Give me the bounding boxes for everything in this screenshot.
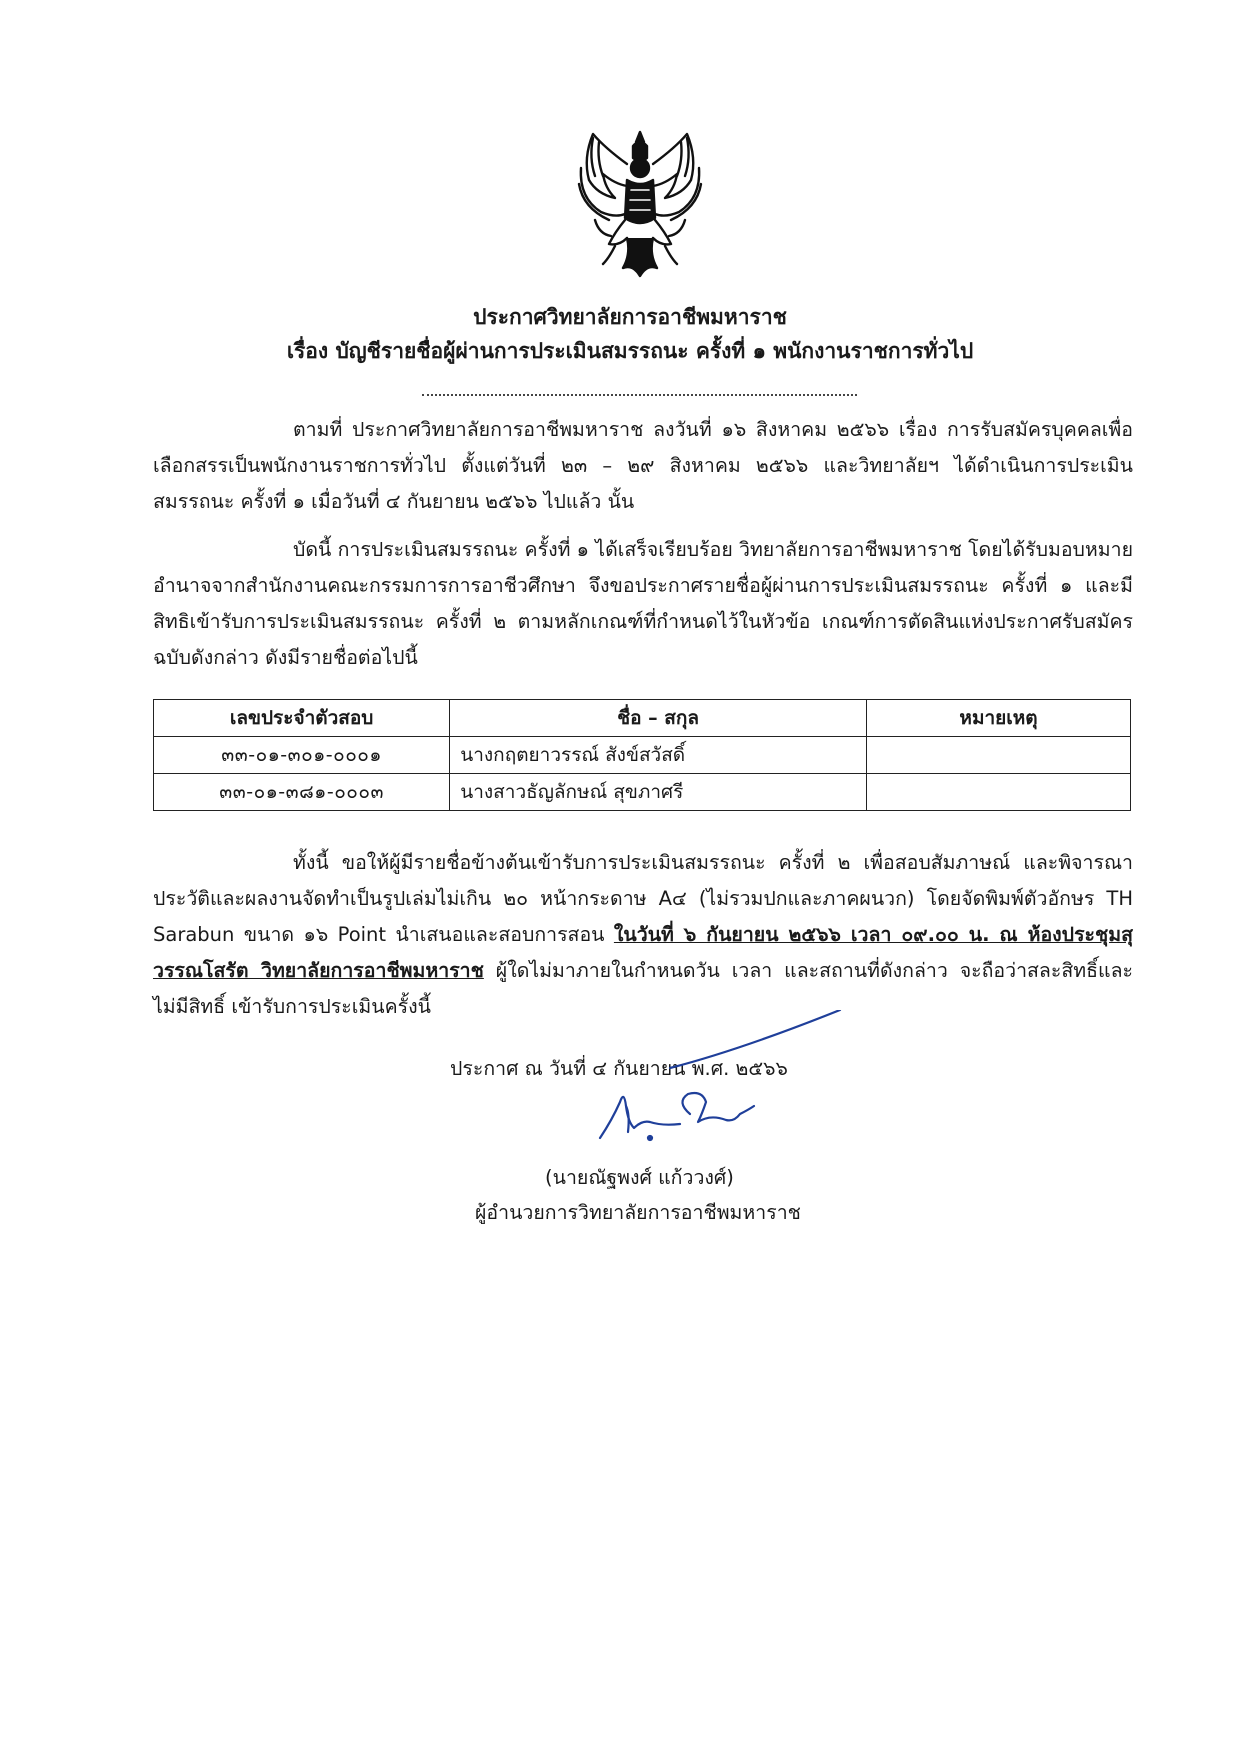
- table-row: [154, 774, 1131, 811]
- signer-name: (นายณัฐพงศ์ แก้ววงศ์): [545, 1166, 734, 1189]
- table-row: [154, 737, 1131, 774]
- candidate-table: [153, 699, 1131, 811]
- announcement-title: ประกาศวิทยาลัยการอาชีพมหาราช: [473, 305, 787, 329]
- dotted-divider: [422, 394, 857, 396]
- paragraph-background: [153, 412, 1133, 520]
- cell-exam-id: ๓๓-๐๑-๓๐๑-๐๐๐๑: [154, 737, 450, 774]
- paragraph-instructions-text: ทั้งนี้ ขอให้ผู้มีรายชื่อข้างต้นเข้ารับการประเมินสมรรถนะ ครั้งที่ ๒ เพื่อสอบสัมภาษณ์ และพิจารณาประวัติและผลงานจัดทำเป็นรูปเล่มไม่เกิน ๒๐ หน้ากระดาษ A๔ (ไม่รวมปกและภาคผนวก) โดยจัดพิมพ์ตัวอักษร TH Sarabun ขนาด ๑๖ Point นำเสนอและสอบการสอน: [153, 851, 1133, 946]
- paragraph-background-text: ตามที่ ประกาศวิทยาลัยการอาชีพมหาราช ลงวันที่ ๑๖ สิงหาคม ๒๕๖๖ เรื่อง การรับสมัครบุคคลเพื่อเลือกสรรเป็นพนักงานราชการทั่วไป ตั้งแต่วันที่ ๒๓ – ๒๙ สิงหาคม ๒๕๖๖ และวิทยาลัยฯ ได้ดำเนินการประเมินสมรรถนะ ครั้งที่ ๑ เมื่อวันที่ ๔ กันยายน ๒๕๖๖ ไปแล้ว นั้น: [153, 418, 1133, 513]
- paragraph-instructions: [153, 845, 1133, 1025]
- garuda-emblem-icon: [575, 128, 705, 280]
- cell-remark: [867, 774, 1131, 811]
- signer-position: ผู้อำนวยการวิทยาลัยการอาชีพมหาราช: [475, 1201, 801, 1224]
- table-header-row: [154, 700, 1131, 737]
- column-header-remark: หมายเหตุ: [867, 700, 1131, 737]
- cell-remark: [867, 737, 1131, 774]
- announcement-subject: เรื่อง บัญชีรายชื่อผู้ผ่านการประเมินสมรรถนะ ครั้งที่ ๑ พนักงานราชการทั่วไป: [286, 339, 974, 363]
- cell-exam-id: ๓๓-๐๑-๓๘๑-๐๐๐๓: [154, 774, 450, 811]
- exam-date-location: ในวันที่ ๖ กันยายน ๒๕๖๖ เวลา ๐๙.๐๐ น. ณ ห้องประชุมสุวรรณโสรัต วิทยาลัยการอาชีพมหาราช: [153, 923, 1134, 982]
- signature-image: [590, 1010, 950, 1160]
- paragraph-result-text: บัดนี้ การประเมินสมรรถนะ ครั้งที่ ๑ ได้เสร็จเรียบร้อย วิทยาลัยการอาชีพมหาราช โดยได้รับมอบหมายอำนาจจากสำนักงานคณะกรรมการการอาชีวศึกษา จึงขอประกาศรายชื่อผู้ผ่านการประเมินสมรรถนะ ครั้งที่ ๑ และมีสิทธิเข้ารับการประเมินสมรรถนะ ครั้งที่ ๒ ตามหลักเกณฑ์ที่กำหนดไว้ในหัวข้อ เกณฑ์การตัดสินแห่งประกาศรับสมัครฉบับดังกล่าว ดังมีรายชื่อต่อไปนี้: [153, 538, 1133, 669]
- cell-name: นางกฤตยาวรรณ์ สังข์สวัสดิ์: [450, 737, 867, 774]
- cell-name: นางสาวธัญลักษณ์ สุขภาศรี: [450, 774, 867, 811]
- paragraph-result: [153, 532, 1133, 676]
- announcement-date: ประกาศ ณ วันที่ ๔ กันยายน พ.ศ. ๒๕๖๖: [450, 1057, 788, 1080]
- column-header-exam-id: เลขประจำตัวสอบ: [154, 700, 450, 737]
- paragraph-instructions-tail: ผู้ใดไม่มาภายในกำหนดวัน เวลา และสถานที่ดังกล่าว จะถือว่าสละสิทธิ์และไม่มีสิทธิ์ เข้ารับการประเมินครั้งนี้: [153, 959, 1133, 1018]
- column-header-name: ชื่อ – สกุล: [450, 700, 867, 737]
